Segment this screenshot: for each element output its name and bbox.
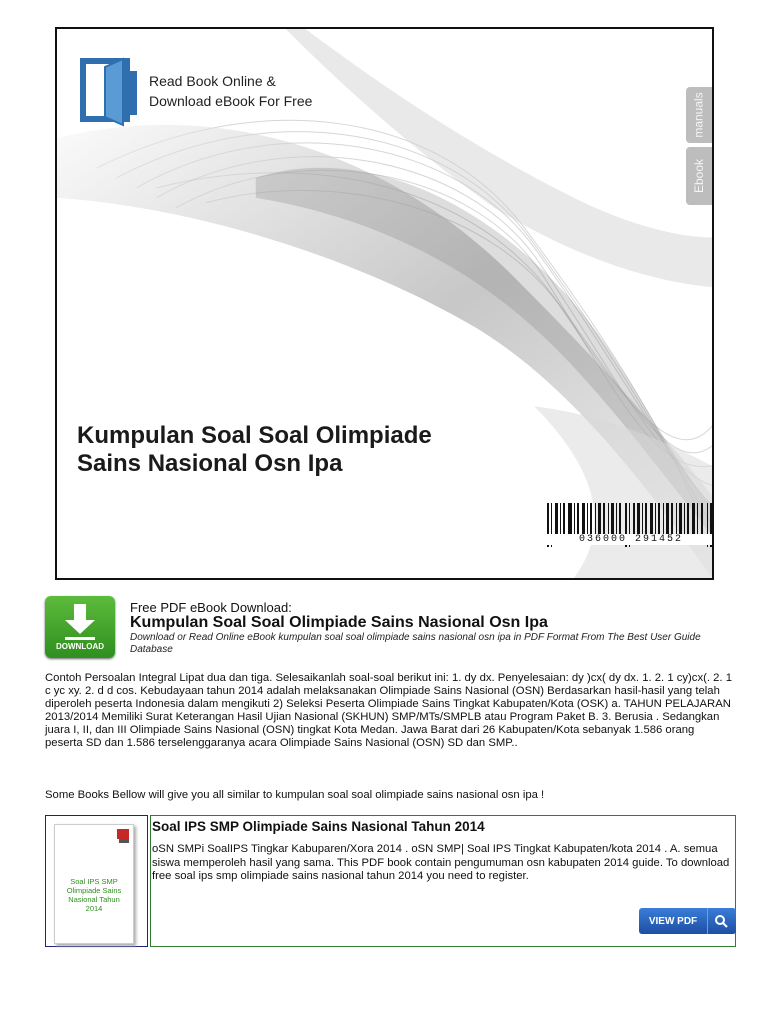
brand-line-2: Download eBook For Free [149,93,313,109]
related-book-title[interactable]: Soal IPS SMP Olimpiade Sains Nasional Tahun 2014 [152,819,485,834]
brand-header [77,51,312,131]
download-subtitle: Download or Read Online eBook kumpulan soal soal olimpiade sains nasional osn ipa in PDF Format From The Best User Guide Database [130,632,701,655]
related-book-thumbnail[interactable] [45,815,148,947]
download-button[interactable] [45,596,115,658]
body-paragraph: Contoh Persoalan Integral Lipat dua dan tiga. Selesaikanlah soal-soal berikut ini: 1. dy dx. Penyelesaian: dy )cx( dy dx. 1. 2. 1 cy)cx(. 2. 1 c yc xy. 2. d d cos. Kebudayaan tahun 2014 adalah melaksanakan Olimpiade Sains Nasional (OSN) Berdasarkan hasil-hasil yang telah diperoleh peserta Indonesia dalam mengikuti 2) Seleksi Peserta Olimpiade Sains Tingkat Kabupaten/Kota (OSK) a. TAHUN PELAJARAN 2013/2014 Memiliki Surat Keterangan Hasil Ujian Nasional (SKHUN) SMP/MTs/SMPLB atau Program Paket B. 3. Berusia . Sedangkan juara I, II, dan III Olimpiade Sains Nasional (OSN) tingkat Kota Medan. Jawa Barat dari 26 Kabupaten/Kota sebanyak 1.586 orang peserta SD dan 1.586 terselenggaranya acara Olimpiade Sains Nasional (OSN) SD dan SMP.. [45,672,732,749]
tab-manuals [686,87,712,143]
tab-manuals-label: manuals [692,92,707,138]
download-button-label: DOWNLOAD [56,642,104,651]
barcode-number: 036000 291452 [547,534,714,545]
magnifier-icon [707,908,734,934]
thumbnail-page [54,824,134,944]
brand-line-1: Read Book Online & [149,73,276,89]
tab-ebook-label: Ebook [692,158,706,194]
book-logo-icon [77,51,143,131]
free-download-label: Free PDF eBook Download: [130,600,292,615]
book-cover [55,27,714,580]
side-tabs [686,87,712,207]
related-book-card [150,815,736,947]
related-book-description: oSN SMPi SoalIPS Tingkar Kabuparen/Xora 2014 . oSN SMP| Soal IPS Tingkat Kabupaten/kota 2014 . A. semua siswa memperoleh hasil yang sama. This PDF book contain pengumuman osn kabupaten 2014 guide. To download free soal ips smp olimpiade sains nasional tahun 2014 you need to register. [152,843,730,882]
download-arrow-icon [45,600,115,646]
thumbnail-title: Soal IPS SMP Olimpiade Sains Nasional Tahun 2014 [66,877,122,913]
similar-books-intro: Some Books Bellow will give you all similar to kumpulan soal soal olimpiade sains nasional osn ipa ! [45,789,545,801]
tab-ebook [686,147,712,205]
view-pdf-button[interactable] [639,908,736,934]
view-pdf-label: VIEW PDF [648,915,698,927]
download-title: Kumpulan Soal Soal Olimpiade Sains Nasional Osn Ipa [130,614,548,631]
cover-title: Kumpulan Soal Soal Olimpiade Sains Nasional Osn Ipa [77,422,432,477]
